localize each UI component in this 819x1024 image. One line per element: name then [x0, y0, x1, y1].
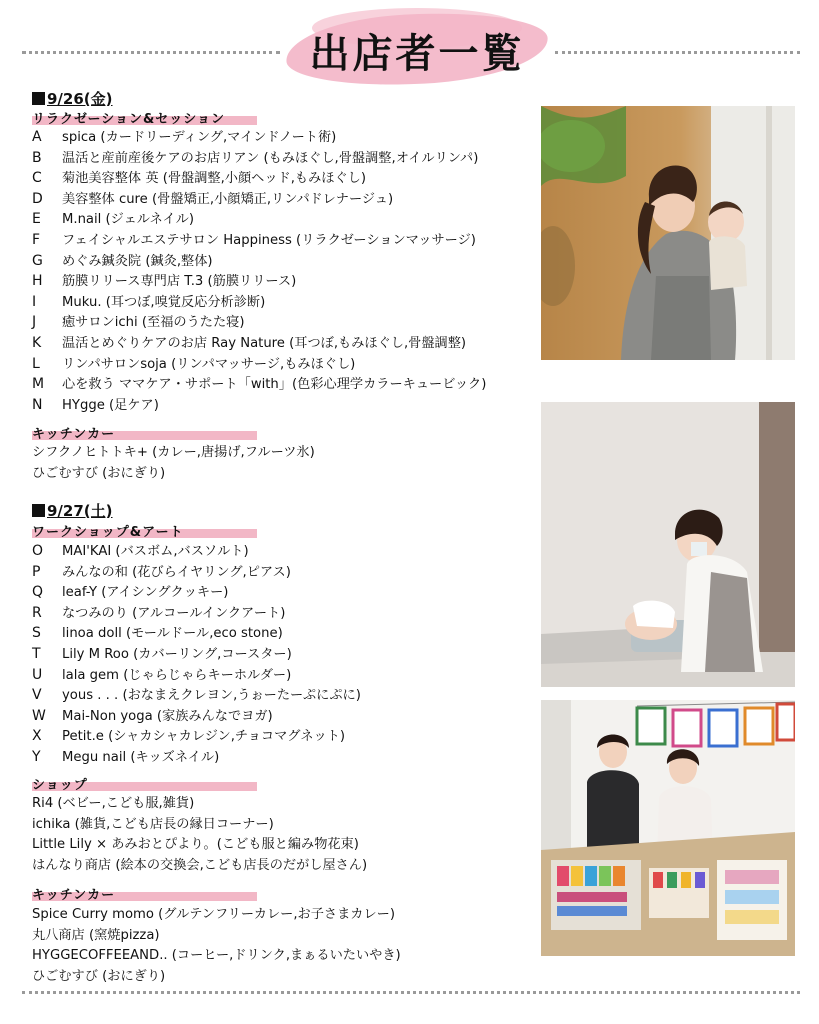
list-item: I Muku. (耳つぼ,嗅覚反応分析診断) — [32, 293, 266, 310]
list-item: A spica (カードリーディング,マインドノート術) — [32, 129, 337, 145]
list-item: C 菊池美容整体 英 (骨盤調整,小顔ヘッド,もみほぐし) — [32, 170, 366, 187]
category-shop: ショップ — [32, 774, 88, 794]
list-item: Y Megu nail (キッズネイル) — [32, 748, 220, 765]
list-item: R なつみのり (アルコールインクアート) — [32, 604, 286, 621]
list-item: X Petit.e (シャカシャカレジン,チョコマグネット) — [32, 728, 346, 745]
vendor-list-shop — [32, 794, 367, 876]
square-bullet-icon — [32, 92, 45, 105]
list-item: M 心を救う ママケア・サポート「with」(色彩心理学カラーキュービック) — [32, 376, 487, 393]
header-divider-right — [555, 51, 800, 54]
vendor-list-relaxation — [32, 127, 486, 415]
list-item: シフクノヒトトキ+ (カレー,唐揚げ,フルーツ氷) — [32, 445, 315, 460]
date-heading-day2: 9/27(土) — [32, 500, 113, 521]
category-kitchen-car-day2: キッチンカー — [32, 884, 115, 904]
list-item: L リンパサロンsoja (リンパマッサージ,もみほぐし) — [32, 355, 356, 372]
list-item: U lala gem (じゃらじゃらキーホルダー) — [32, 666, 292, 683]
list-item: はんなり商店 (絵本の交換会,こども店長のだがし屋さん) — [32, 857, 368, 873]
list-item: N HYgge (足ケア) — [32, 396, 159, 413]
category-workshop-art: ワークショップ&アート — [32, 521, 184, 541]
list-item: 丸八商店 (窯焼pizza) — [32, 927, 160, 943]
photo-kids-candy-shop — [541, 700, 795, 956]
list-item: J 癒サロンichi (至福のうたた寝) — [32, 314, 245, 331]
vendor-list-kitchen-day1 — [32, 443, 315, 484]
category-kitchen-car-day1: キッチンカー — [32, 423, 115, 443]
list-item: Spice Curry momo (グルテンフリーカレー,お子さまカレー) — [32, 907, 395, 922]
footer-divider — [22, 991, 800, 994]
list-item: ひごむすび (おにぎり) — [32, 968, 166, 984]
page-title: 出店者一覧 — [309, 31, 525, 77]
title-block — [282, 8, 552, 96]
list-item: B 温活と産前産後ケアのお店リアン (もみほぐし,骨盤調整,オイルリンパ) — [32, 149, 479, 166]
list-item: O MAI'KAI (バスボム,バスソルト) — [32, 543, 249, 559]
photo-facial-treatment — [541, 402, 795, 687]
list-item: D 美容整体 cure (骨盤矯正,小顔矯正,リンパドレナージュ) — [32, 190, 394, 207]
list-item: E M.nail (ジェルネイル) — [32, 211, 195, 228]
list-item: V yous . . . (おなまえクレヨン,うぉーたーぷにぷに) — [32, 687, 361, 704]
list-item: Little Lily × あみおとぴより。(こども服と編み物花束) — [32, 837, 359, 853]
vendor-list-workshop — [32, 541, 361, 768]
vendor-list-kitchen-day2 — [32, 905, 401, 987]
list-item: Q leaf-Y (アイシングクッキー) — [32, 584, 229, 601]
date-heading-day1: 9/26(金) — [32, 88, 113, 109]
list-item: T Lily M Roo (カバーリング,コースター) — [32, 645, 292, 662]
list-item: G めぐみ鍼灸院 (鍼灸,整体) — [32, 252, 213, 269]
list-item: W Mai-Non yoga (家族みんなでヨガ) — [32, 707, 273, 724]
square-bullet-icon — [32, 504, 45, 517]
list-item: F フェイシャルエステサロン Happiness (リラクゼーションマッサージ) — [32, 231, 476, 248]
list-item: ひごむすび (おにぎり) — [32, 465, 166, 481]
list-item: K 温活とめぐりケアのお店 Ray Nature (耳つぼ,もみほぐし,骨盤調整) — [32, 334, 467, 351]
list-item: HYGGECOFFEEAND.. (コーヒー,ドリンク,まぁるいたいやき) — [32, 948, 401, 964]
list-item: Ri4 (ベビー,こども服,雑貨) — [32, 796, 195, 811]
header-divider-left — [22, 51, 280, 54]
list-item: S linoa doll (モールドール,eco stone) — [32, 625, 283, 642]
list-item: ichika (雑貨,こども店長の縁日コーナー) — [32, 816, 274, 832]
photo-therapist-with-baby — [541, 106, 795, 360]
category-relaxation: リラクゼーション&セッション — [32, 108, 225, 128]
list-item: P みんなの和 (花びらイヤリング,ピアス) — [32, 563, 291, 580]
list-item: H 筋膜リリース専門店 T.3 (筋膜リリース) — [32, 273, 297, 290]
